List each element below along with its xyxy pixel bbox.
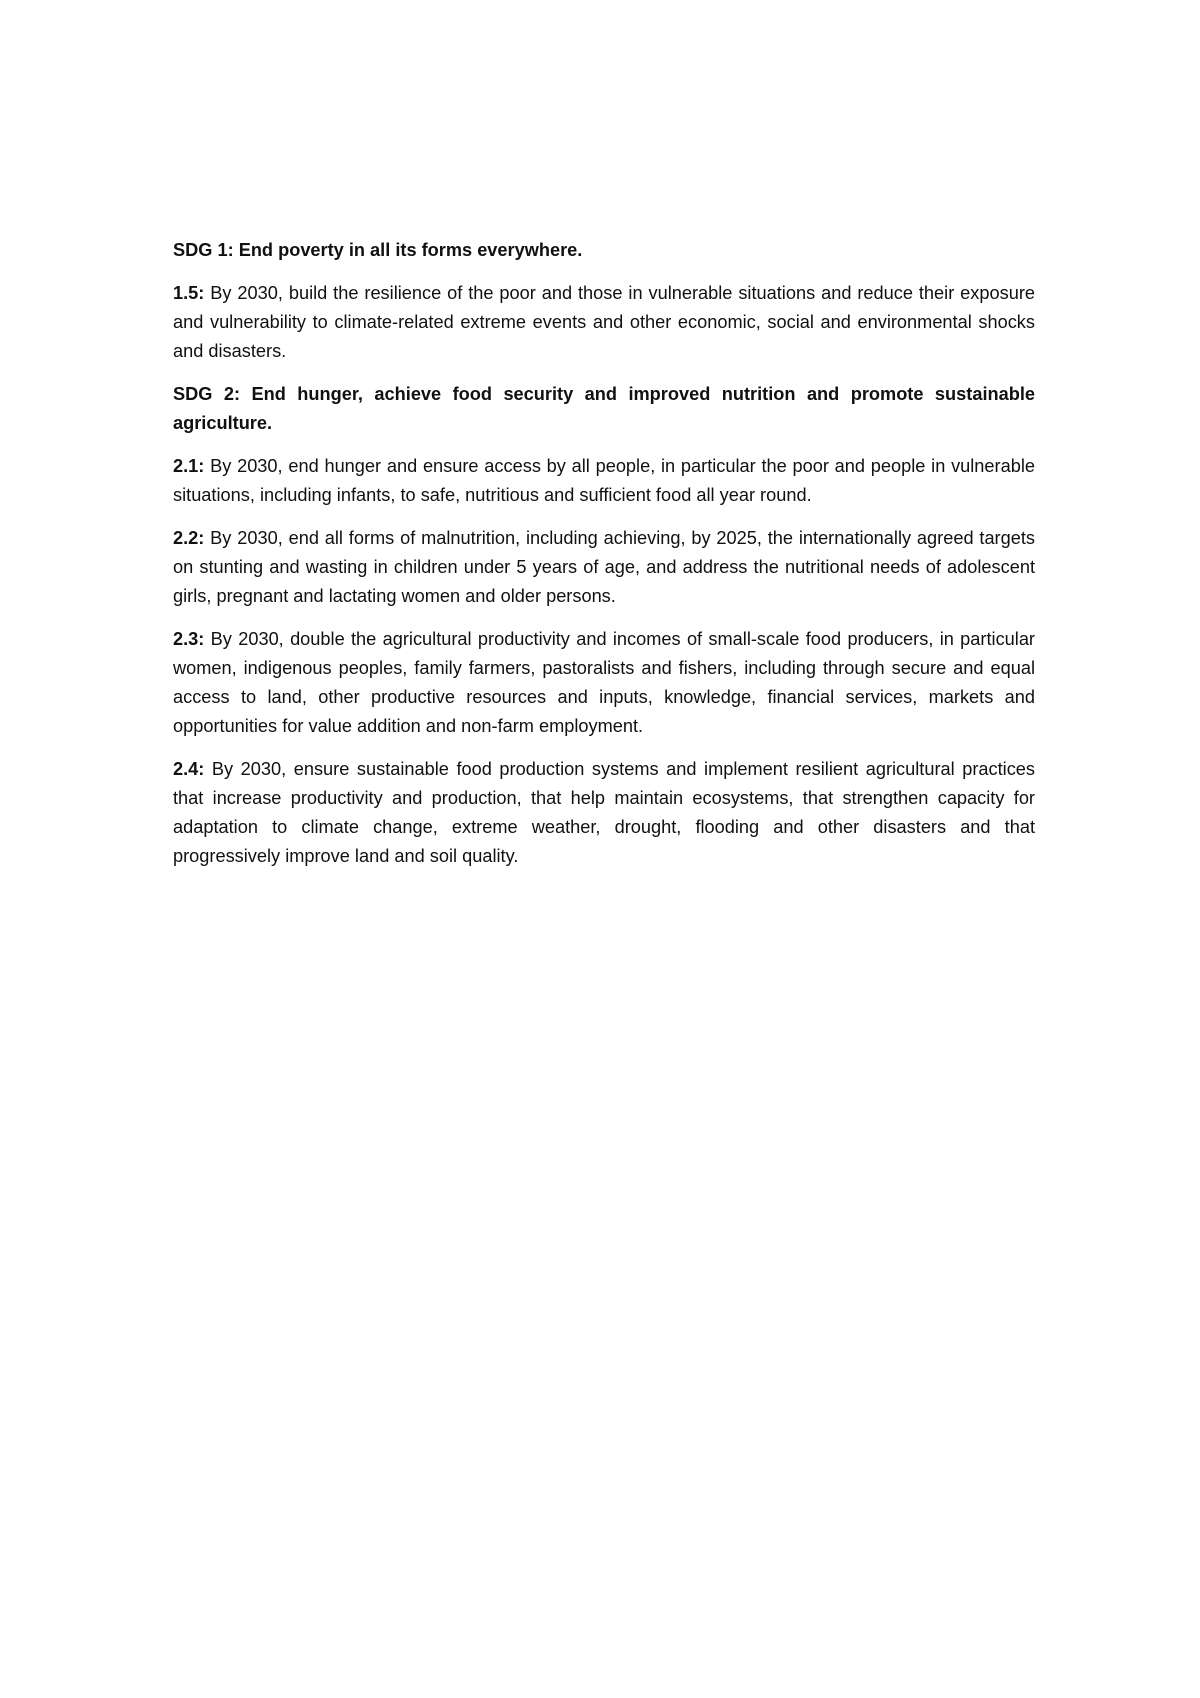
target-id: 2.3: <box>173 629 205 649</box>
document-body <box>173 236 1035 885</box>
target-1-5 <box>173 279 1035 366</box>
target-2-3 <box>173 625 1035 741</box>
target-text: By 2030, end hunger and ensure access by all people, in particular the poor and people in vulnerable situations, including infants, to safe, nutritious and sufficient food all year round. <box>173 456 1035 505</box>
target-text: By 2030, double the agricultural productivity and incomes of small-scale food producers, in particular women, indigenous peoples, family farmers, pastoralists and fishers, including through secure and equal access to land, other productive resources and inputs, knowledge, financial services, markets and opportunities for value addition and non-farm employment. <box>173 629 1035 736</box>
target-text: By 2030, end all forms of malnutrition, including achieving, by 2025, the internationally agreed targets on stunting and wasting in children under 5 years of age, and address the nutritional needs of adolescent girls, pregnant and lactating women and older persons. <box>173 528 1035 606</box>
target-id: 1.5: <box>173 283 205 303</box>
target-id: 2.1: <box>173 456 205 476</box>
target-2-1 <box>173 452 1035 510</box>
target-id: 2.4: <box>173 759 205 779</box>
target-text: By 2030, build the resilience of the poor and those in vulnerable situations and reduce their exposure and vulnerability to climate-related extreme events and other economic, social and environmental shocks and disasters. <box>173 283 1035 361</box>
target-id: 2.2: <box>173 528 205 548</box>
target-2-2 <box>173 524 1035 611</box>
target-text: By 2030, ensure sustainable food production systems and implement resilient agricultural practices that increase productivity and production, that help maintain ecosystems, that strengthen capacity for adaptation to climate change, extreme weather, drought, flooding and other disasters and that progressively improve land and soil quality. <box>173 759 1035 866</box>
target-2-4 <box>173 755 1035 871</box>
sdg1-heading: SDG 1: End poverty in all its forms everywhere. <box>173 240 583 260</box>
sdg2-heading: SDG 2: End hunger, achieve food security and improved nutrition and promote sustainable agriculture. <box>173 384 1035 433</box>
